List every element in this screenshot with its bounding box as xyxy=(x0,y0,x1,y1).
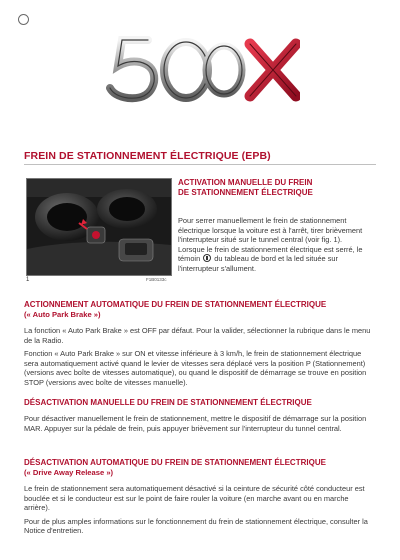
title-divider xyxy=(24,164,376,165)
manual-activation-title-line2: DE STATIONNEMENT ÉLECTRIQUE xyxy=(178,188,313,197)
paragraph-2-text-after: du tableau de bord et la led située sur l'interrupteur s'allument. xyxy=(178,254,338,273)
auto-deactivation-paragraph-2: Pour de plus amples informations sur le fonctionnement du frein de stationnement électrique, consulter la Notice d'entretien. xyxy=(24,516,368,536)
auto-activation-paragraph-1: La fonction « Auto Park Brake » est OFF par défaut. Pour la valider, sélectionner la rubrique dans le menu de la Radio. xyxy=(24,326,371,345)
auto-activation-title: ACTIONNEMENT AUTOMATIQUE DU FREIN DE STATIONNEMENT ÉLECTRIQUE xyxy=(24,300,327,309)
manual-deactivation-paragraph: Pour désactiver manuellement le frein de stationnement, mettre le dispositif de démarrage sur la position MAR. Appuyer sur la pédale de frein, puis appuyer brièvement sur l'interrupteur du tunnel central. xyxy=(24,414,367,433)
manual-activation-paragraph-2 xyxy=(178,245,378,274)
logo-graphic xyxy=(100,26,300,108)
manual-deactivation-title: DÉSACTIVATION MANUELLE DU FREIN DE STATIONNEMENT ÉLECTRIQUE xyxy=(24,398,312,407)
manual-activation-paragraph-1: Pour serrer manuellement le frein de stationnement électrique lorsque la voiture est à l'arrêt, tirer brièvement l'interrupteur situé sur le tunnel central (voir fig. 1). xyxy=(178,216,363,245)
auto-activation-subtitle: (« Auto Park Brake ») xyxy=(24,310,101,319)
auto-deactivation-paragraph-1: Le frein de stationnement sera automatiquement désactivé si la ceinture de sécurité côté conducteur est bouclée et si le conducteur est sur le point de faire rouler la voiture (en marche avant ou en marche arrière). xyxy=(24,484,365,513)
manual-activation-section xyxy=(178,178,378,274)
paragraph-2-text-before: Lorsque le frein de stationnement électrique est serré, le témoin xyxy=(178,244,363,264)
auto-deactivation-title: DÉSACTIVATION AUTOMATIQUE DU FREIN DE STATIONNEMENT ÉLECTRIQUE xyxy=(24,458,326,467)
page-title: FREIN DE STATIONNEMENT ÉLECTRIQUE (EPB) xyxy=(24,150,271,162)
parking-brake-warning-icon xyxy=(203,254,211,262)
manual-deactivation-section xyxy=(24,398,376,433)
auto-deactivation-section xyxy=(24,458,376,536)
corner-circle-mark xyxy=(18,14,29,25)
figure-number: 1 xyxy=(26,277,30,283)
figure-code: F1B0133c xyxy=(146,277,167,282)
auto-activation-section xyxy=(24,300,376,388)
auto-deactivation-subtitle: (« Drive Away Release ») xyxy=(24,468,114,477)
parking-brake-switch-photo xyxy=(27,179,171,275)
manual-activation-title-line1: ACTIVATION MANUELLE DU FREIN xyxy=(178,178,313,187)
figure-photo xyxy=(26,178,172,276)
auto-activation-paragraph-2: Fonction « Auto Park Brake » sur ON et vitesse inférieure à 3 km/h, le frein de stationnement électrique sera automatiquement activé quand le levier de vitesses sera déplacé vers la position P (Stationnement) (versions avec boîte de vitesses automatique), ou quand le dispositif de démarrage se trouve en position STOP (versions avec boîte de vitesses manuelle). xyxy=(24,349,367,387)
fiat-500x-logo xyxy=(100,26,300,108)
